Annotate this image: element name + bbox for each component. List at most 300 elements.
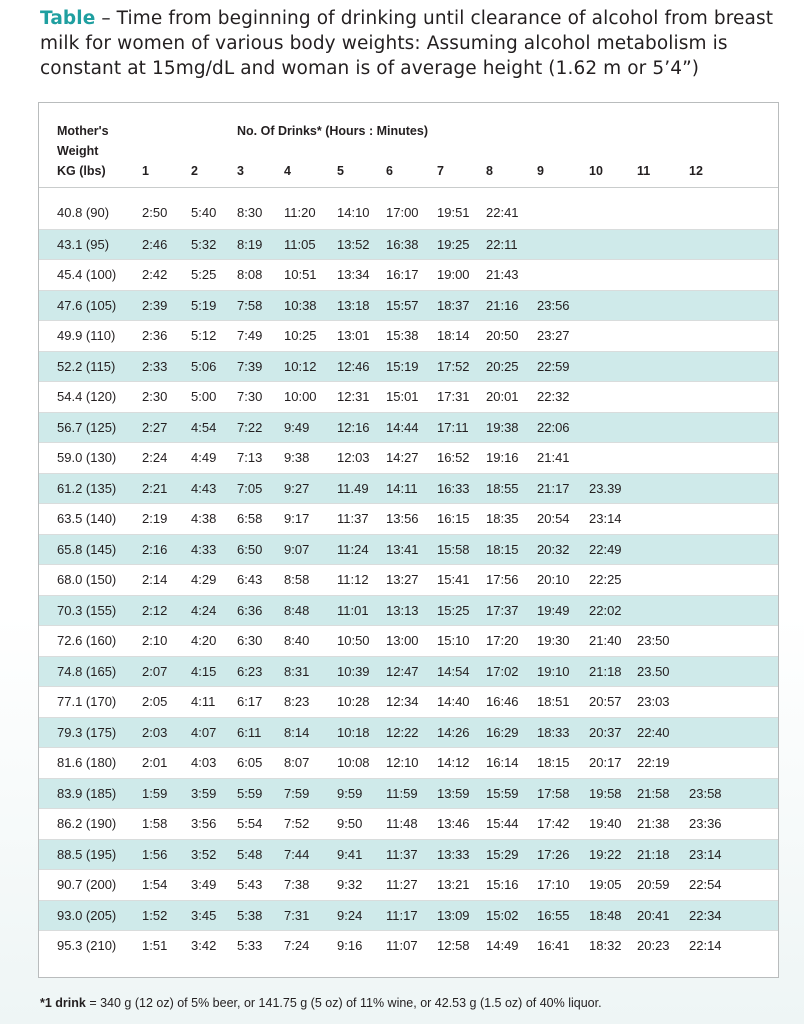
time-cell: 15:59 [486, 785, 519, 801]
table-row [39, 595, 778, 626]
time-cell: 10:18 [337, 724, 370, 740]
time-cell: 2:07 [142, 663, 168, 679]
time-cell: 7:13 [237, 450, 263, 465]
header-divider [39, 187, 778, 188]
weight-cell: 74.8 (165) [57, 663, 117, 679]
time-cell: 1:59 [142, 785, 168, 801]
time-cell: 12:22 [386, 724, 419, 740]
table-row [39, 869, 778, 900]
time-cell: 4:54 [191, 419, 217, 435]
table-row [39, 198, 778, 229]
time-cell: 5:33 [237, 938, 263, 953]
weight-cell: 86.2 (190) [57, 816, 117, 831]
time-cell: 20:59 [637, 877, 670, 892]
table-row [39, 473, 778, 504]
time-cell: 7:58 [237, 297, 263, 313]
weight-header-line1: Mother's [57, 124, 109, 138]
time-cell: 5:25 [191, 267, 217, 282]
time-cell: 19:58 [589, 785, 622, 801]
weight-cell: 63.5 (140) [57, 511, 117, 526]
time-cell: 9:59 [337, 785, 363, 801]
time-cell: 19:51 [437, 205, 470, 220]
time-cell: 5:54 [237, 816, 263, 831]
time-cell: 4:38 [191, 511, 217, 526]
time-cell: 14:49 [486, 938, 519, 953]
table-row [39, 900, 778, 931]
time-cell: 4:29 [191, 572, 217, 587]
time-cell: 20:25 [486, 358, 519, 374]
time-cell: 14:26 [437, 724, 470, 740]
time-cell: 17:56 [486, 572, 519, 587]
time-cell: 6:05 [237, 755, 263, 770]
time-cell: 21:38 [637, 816, 670, 831]
table-row [39, 839, 778, 870]
weight-cell: 77.1 (170) [57, 694, 117, 709]
time-cell: 20:32 [537, 541, 570, 557]
time-cell: 13:34 [337, 267, 370, 282]
time-cell: 19:05 [589, 877, 622, 892]
time-cell: 14:54 [437, 663, 470, 679]
weight-cell: 52.2 (115) [57, 358, 116, 374]
time-cell: 18:33 [537, 724, 570, 740]
time-cell: 20:23 [637, 938, 670, 953]
time-cell: 10:39 [337, 663, 370, 679]
weight-cell: 72.6 (160) [57, 633, 117, 648]
time-cell: 7:22 [237, 419, 263, 435]
table-row [39, 778, 778, 809]
time-cell: 8:30 [237, 205, 263, 220]
time-cell: 12:46 [337, 358, 370, 374]
time-cell: 17:00 [386, 205, 419, 220]
drinks-header: No. Of Drinks* (Hours : Minutes) [237, 124, 428, 138]
weight-cell: 47.6 (105) [57, 297, 117, 313]
time-cell: 20:37 [589, 724, 622, 740]
time-cell: 17:58 [537, 785, 570, 801]
drink-count-header: 12 [689, 164, 703, 178]
time-cell: 16:52 [437, 450, 470, 465]
drink-count-header: 10 [589, 164, 603, 178]
time-cell: 11:20 [284, 205, 316, 220]
time-cell: 5:43 [237, 877, 263, 892]
time-cell: 17:52 [437, 358, 470, 374]
table-frame [38, 102, 779, 978]
time-cell: 4:24 [191, 602, 217, 618]
drink-count-header: 8 [486, 164, 493, 178]
time-cell: 16:55 [537, 907, 570, 923]
time-cell: 4:11 [191, 694, 216, 709]
time-cell: 11:17 [386, 907, 418, 923]
time-cell: 21:17 [537, 480, 570, 496]
weight-cell: 49.9 (110) [57, 328, 116, 343]
time-cell: 5:12 [191, 328, 217, 343]
time-cell: 22:49 [589, 541, 622, 557]
time-cell: 4:43 [191, 480, 217, 496]
time-cell: 15:38 [386, 328, 419, 343]
time-cell: 18:37 [437, 297, 470, 313]
time-cell: 2:03 [142, 724, 168, 740]
time-cell: 4:15 [191, 663, 217, 679]
title-text: – Time from beginning of drinking until clearance of alcohol from breast milk for women of various body weights: Assuming alcohol metabolism is constant at 15mg/dL and woman is of average height (1.62 m or 5’4”) [40, 8, 774, 79]
time-cell: 5:59 [237, 785, 263, 801]
time-cell: 12:10 [386, 755, 419, 770]
weight-cell: 40.8 (90) [57, 205, 110, 220]
time-cell: 21:41 [537, 450, 570, 465]
time-cell: 13:13 [386, 602, 419, 618]
time-cell: 13:59 [437, 785, 470, 801]
time-cell: 10:25 [284, 328, 317, 343]
weight-cell: 90.7 (200) [57, 877, 117, 892]
time-cell: 23:56 [537, 297, 570, 313]
time-cell: 22:11 [486, 236, 518, 252]
time-cell: 1:58 [142, 816, 168, 831]
time-cell: 15:19 [386, 358, 419, 374]
time-cell: 5:06 [191, 358, 217, 374]
time-cell: 2:30 [142, 389, 168, 404]
time-cell: 19:22 [589, 846, 622, 862]
time-cell: 23:27 [537, 328, 570, 343]
time-cell: 20:54 [537, 511, 570, 526]
time-cell: 8:14 [284, 724, 310, 740]
drink-count-header: 6 [386, 164, 393, 178]
time-cell: 21:40 [589, 633, 622, 648]
time-cell: 6:43 [237, 572, 263, 587]
time-cell: 15:57 [386, 297, 419, 313]
time-cell: 23:58 [689, 785, 722, 801]
time-cell: 19:30 [537, 633, 570, 648]
time-cell: 22:06 [537, 419, 570, 435]
time-cell: 1:51 [142, 938, 168, 953]
time-cell: 4:49 [191, 450, 217, 465]
time-cell: 21:16 [486, 297, 519, 313]
time-cell: 16:29 [486, 724, 519, 740]
time-cell: 13:56 [386, 511, 419, 526]
time-cell: 4:07 [191, 724, 217, 740]
table-row [39, 351, 778, 382]
time-cell: 2:10 [142, 633, 168, 648]
time-cell: 5:32 [191, 236, 217, 252]
time-cell: 11:01 [337, 602, 369, 618]
time-cell: 2:01 [142, 755, 168, 770]
time-cell: 4:33 [191, 541, 217, 557]
drink-count-header: 11 [637, 164, 651, 178]
weight-cell: 95.3 (210) [57, 938, 117, 953]
time-cell: 11:48 [386, 816, 418, 831]
time-cell: 10:00 [284, 389, 317, 404]
weight-cell: 65.8 (145) [57, 541, 117, 557]
time-cell: 18:35 [486, 511, 519, 526]
time-cell: 16:46 [486, 694, 519, 709]
time-cell: 19:16 [486, 450, 519, 465]
time-cell: 2:27 [142, 419, 168, 435]
drink-count-header: 2 [191, 164, 198, 178]
weight-cell: 68.0 (150) [57, 572, 117, 587]
time-cell: 5:19 [191, 297, 217, 313]
time-cell: 17:02 [486, 663, 519, 679]
time-cell: 13:46 [437, 816, 470, 831]
time-cell: 19:49 [537, 602, 570, 618]
drink-count-header: 5 [337, 164, 344, 178]
time-cell: 2:33 [142, 358, 168, 374]
time-cell: 21:18 [589, 663, 622, 679]
weight-cell: 70.3 (155) [57, 602, 117, 618]
time-cell: 23.50 [637, 663, 670, 679]
time-cell: 9:24 [337, 907, 363, 923]
table-row [39, 320, 778, 351]
table-row [39, 259, 778, 290]
time-cell: 3:59 [191, 785, 217, 801]
time-cell: 10:51 [284, 267, 317, 282]
time-cell: 11.49 [337, 480, 369, 496]
time-cell: 9:50 [337, 816, 363, 831]
time-cell: 16:33 [437, 480, 470, 496]
time-cell: 7:30 [237, 389, 263, 404]
time-cell: 15:16 [486, 877, 519, 892]
time-cell: 7:31 [284, 907, 310, 923]
time-cell: 6:17 [237, 694, 263, 709]
table-row [39, 930, 778, 961]
time-cell: 8:48 [284, 602, 310, 618]
time-cell: 20:57 [589, 694, 622, 709]
time-cell: 11:24 [337, 541, 369, 557]
time-cell: 8:31 [284, 663, 310, 679]
time-cell: 12:58 [437, 938, 470, 953]
time-cell: 3:52 [191, 846, 217, 862]
time-cell: 5:38 [237, 907, 263, 923]
time-cell: 20:10 [537, 572, 570, 587]
time-cell: 14:44 [386, 419, 419, 435]
time-cell: 8:58 [284, 572, 310, 587]
footnote-text: = 340 g (12 oz) of 5% beer, or 141.75 g (5 oz) of 11% wine, or 42.53 g (1.5 oz) of 40% liquor. [85, 996, 602, 1010]
time-cell: 1:54 [142, 877, 168, 892]
time-cell: 9:41 [337, 846, 363, 862]
time-cell: 23:03 [637, 694, 670, 709]
time-cell: 17:31 [437, 389, 470, 404]
time-cell: 18:32 [589, 938, 622, 953]
time-cell: 3:56 [191, 816, 217, 831]
table-row [39, 412, 778, 443]
time-cell: 5:00 [191, 389, 217, 404]
time-cell: 6:36 [237, 602, 263, 618]
table-row [39, 381, 778, 412]
time-cell: 5:40 [191, 205, 217, 220]
time-cell: 6:58 [237, 511, 263, 526]
time-cell: 12:34 [386, 694, 419, 709]
time-cell: 2:50 [142, 205, 168, 220]
time-cell: 22:25 [589, 572, 622, 587]
time-cell: 9:07 [284, 541, 310, 557]
time-cell: 22:40 [637, 724, 670, 740]
time-cell: 2:36 [142, 328, 168, 343]
time-cell: 18:55 [486, 480, 519, 496]
time-cell: 17:10 [537, 877, 570, 892]
time-cell: 1:56 [142, 846, 168, 862]
weight-header-line2: Weight [57, 144, 99, 158]
time-cell: 2:05 [142, 694, 168, 709]
drink-count-header: 7 [437, 164, 444, 178]
time-cell: 22:59 [537, 358, 570, 374]
time-cell: 17:11 [437, 419, 469, 435]
time-cell: 16:38 [386, 236, 419, 252]
time-cell: 21:58 [637, 785, 670, 801]
time-cell: 2:14 [142, 572, 168, 587]
time-cell: 14:12 [437, 755, 470, 770]
time-cell: 2:42 [142, 267, 168, 282]
time-cell: 5:48 [237, 846, 263, 862]
time-cell: 12:16 [337, 419, 370, 435]
weight-cell: 61.2 (135) [57, 480, 117, 496]
weight-header-line3: KG (lbs) [57, 164, 106, 178]
time-cell: 13:41 [386, 541, 419, 557]
time-cell: 22:41 [486, 205, 519, 220]
drink-count-header: 1 [142, 164, 149, 178]
time-cell: 10:12 [284, 358, 317, 374]
time-cell: 19:00 [437, 267, 470, 282]
time-cell: 19:40 [589, 816, 622, 831]
time-cell: 23:14 [689, 846, 722, 862]
time-cell: 2:46 [142, 236, 168, 252]
time-cell: 11:37 [337, 511, 369, 526]
table-row [39, 625, 778, 656]
time-cell: 2:19 [142, 511, 168, 526]
time-cell: 10:38 [284, 297, 317, 313]
time-cell: 2:12 [142, 602, 168, 618]
footnote-bold: *1 drink [40, 996, 86, 1010]
time-cell: 11:37 [386, 846, 418, 862]
time-cell: 13:01 [337, 328, 370, 343]
page-title [40, 6, 780, 81]
time-cell: 15:29 [486, 846, 519, 862]
time-cell: 22:34 [689, 907, 722, 923]
time-cell: 15:02 [486, 907, 519, 923]
time-cell: 18:51 [537, 694, 570, 709]
time-cell: 2:16 [142, 541, 168, 557]
time-cell: 16:15 [437, 511, 470, 526]
table-row [39, 442, 778, 473]
table-row [39, 686, 778, 717]
time-cell: 6:23 [237, 663, 263, 679]
time-cell: 17:20 [486, 633, 519, 648]
time-cell: 13:00 [386, 633, 419, 648]
weight-cell: 54.4 (120) [57, 389, 117, 404]
time-cell: 12:47 [386, 663, 419, 679]
drink-count-header: 4 [284, 164, 291, 178]
table-body [39, 198, 778, 961]
time-cell: 7:44 [284, 846, 310, 862]
time-cell: 18:15 [486, 541, 519, 557]
time-cell: 3:45 [191, 907, 217, 923]
time-cell: 23:36 [689, 816, 722, 831]
time-cell: 7:39 [237, 358, 263, 374]
time-cell: 15:44 [486, 816, 519, 831]
weight-cell: 81.6 (180) [57, 755, 117, 770]
weight-cell: 59.0 (130) [57, 450, 117, 465]
time-cell: 6:30 [237, 633, 263, 648]
time-cell: 8:23 [284, 694, 310, 709]
time-cell: 7:24 [284, 938, 310, 953]
time-cell: 23:14 [589, 511, 622, 526]
time-cell: 18:14 [437, 328, 470, 343]
table-row [39, 808, 778, 839]
time-cell: 22:02 [589, 602, 622, 618]
time-cell: 7:05 [237, 480, 263, 496]
weight-cell: 45.4 (100) [57, 267, 117, 282]
weight-cell: 93.0 (205) [57, 907, 117, 923]
time-cell: 11:07 [386, 938, 418, 953]
time-cell: 7:38 [284, 877, 310, 892]
table-row [39, 503, 778, 534]
time-cell: 21:18 [637, 846, 670, 862]
time-cell: 22:32 [537, 389, 570, 404]
time-cell: 11:59 [386, 785, 418, 801]
time-cell: 2:39 [142, 297, 168, 313]
time-cell: 9:32 [337, 877, 363, 892]
table-row [39, 290, 778, 321]
weight-cell: 83.9 (185) [57, 785, 117, 801]
time-cell: 7:59 [284, 785, 310, 801]
weight-column-header [57, 121, 109, 181]
time-cell: 20:17 [589, 755, 622, 770]
time-cell: 2:21 [142, 480, 168, 496]
time-cell: 15:25 [437, 602, 470, 618]
time-cell: 15:01 [386, 389, 419, 404]
weight-cell: 88.5 (195) [57, 846, 117, 862]
time-cell: 18:15 [537, 755, 570, 770]
time-cell: 8:07 [284, 755, 310, 770]
time-cell: 9:49 [284, 419, 310, 435]
time-cell: 22:19 [637, 755, 670, 770]
time-cell: 2:24 [142, 450, 168, 465]
time-cell: 15:58 [437, 541, 470, 557]
time-cell: 13:09 [437, 907, 470, 923]
time-cell: 17:26 [537, 846, 570, 862]
drink-count-header: 9 [537, 164, 544, 178]
time-cell: 3:42 [191, 938, 217, 953]
table-row [39, 534, 778, 565]
time-cell: 13:21 [437, 877, 470, 892]
time-cell: 23.39 [589, 480, 622, 496]
time-cell: 8:19 [237, 236, 263, 252]
time-cell: 20:01 [486, 389, 519, 404]
table-row [39, 564, 778, 595]
table-row [39, 229, 778, 260]
time-cell: 23:50 [637, 633, 670, 648]
time-cell: 12:03 [337, 450, 370, 465]
time-cell: 10:50 [337, 633, 370, 648]
time-cell: 14:11 [386, 480, 418, 496]
time-cell: 7:49 [237, 328, 263, 343]
table-row [39, 656, 778, 687]
time-cell: 10:08 [337, 755, 370, 770]
time-cell: 20:50 [486, 328, 519, 343]
time-cell: 14:10 [337, 205, 370, 220]
time-cell: 6:50 [237, 541, 263, 557]
title-tag: Table [40, 8, 96, 29]
time-cell: 10:28 [337, 694, 370, 709]
time-cell: 15:41 [437, 572, 470, 587]
weight-cell: 43.1 (95) [57, 236, 110, 252]
time-cell: 21:43 [486, 267, 519, 282]
time-cell: 9:16 [337, 938, 363, 953]
time-cell: 16:14 [486, 755, 519, 770]
time-cell: 9:38 [284, 450, 310, 465]
time-cell: 14:27 [386, 450, 419, 465]
time-cell: 8:08 [237, 267, 263, 282]
time-cell: 22:14 [689, 938, 722, 953]
time-cell: 11:05 [284, 236, 316, 252]
time-cell: 7:52 [284, 816, 310, 831]
footnote [40, 996, 780, 1010]
time-cell: 19:38 [486, 419, 519, 435]
